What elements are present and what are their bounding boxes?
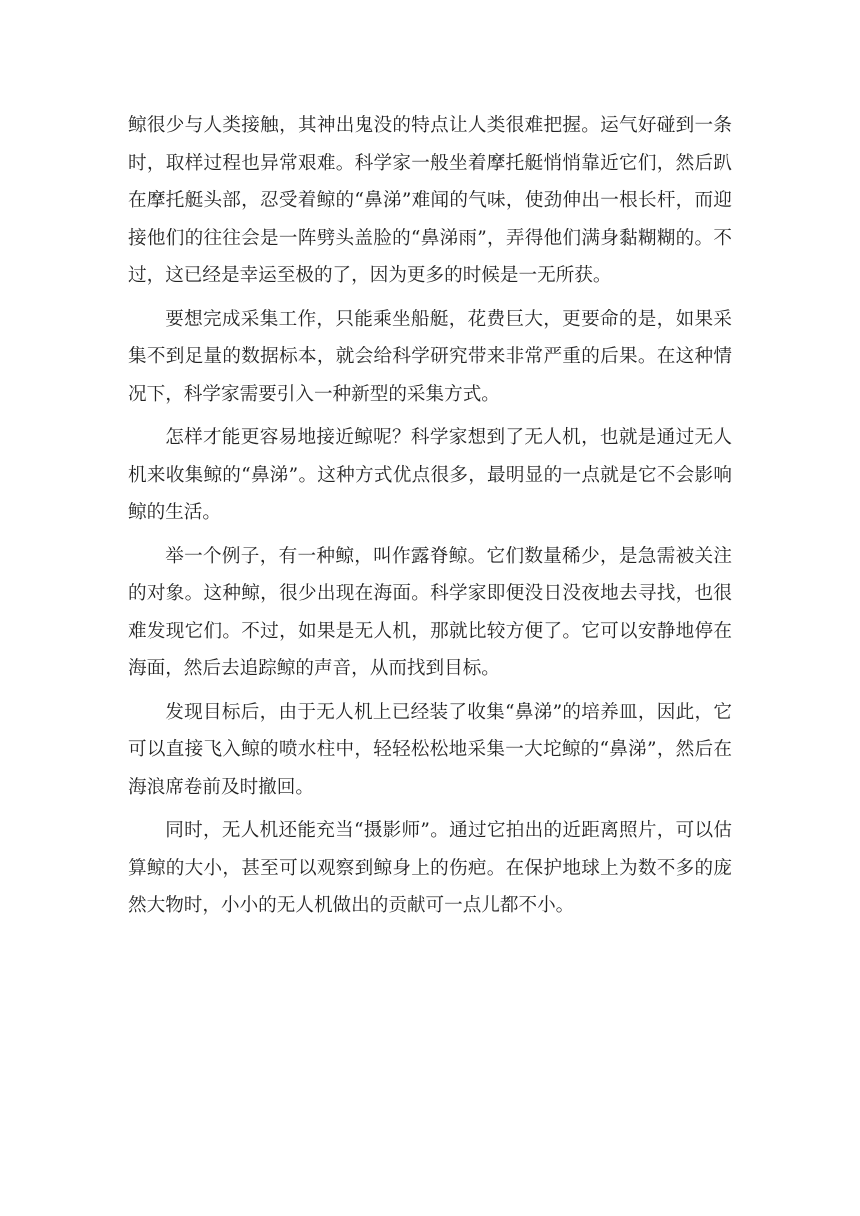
paragraph-1: 鲸很少与人类接触，其神出鬼没的特点让人类很难把握。运气好碰到一条时，取样过程也异常艰难。科学家一般坐着摩托艇悄悄靠近它们，然后趴在摩托艇头部，忍受着鲸的“鼻涕”难闻的气味，使劲伸出一根长杆，而迎接他们的往往会是一阵劈头盖脸的“鼻涕雨”，弄得他们满身黏糊糊的。不过，这已经是幸运至极的了，因为更多的时候是一无所获。 (128, 115, 732, 286)
article-body (128, 107, 732, 931)
paragraph-3: 怎样才能更容易地接近鲸呢？科学家想到了无人机，也就是通过无人机来收集鲸的“鼻涕”。这种方式优点很多，最明显的一点就是它不会影响鲸的生活。 (128, 427, 732, 523)
paragraph-5: 发现目标后，由于无人机上已经装了收集“鼻涕”的培养皿，因此，它可以直接飞入鲸的喷水柱中，轻轻松松地采集一大坨鲸的“鼻涕”，然后在海浪席卷前及时撤回。 (128, 701, 732, 798)
paragraph-6: 同时，无人机还能充当“摄影师”。通过它拍出的近距离照片，可以估算鲸的大小，甚至可以观察到鲸身上的伤疤。在保护地球上为数不多的庞然大物时，小小的无人机做出的贡献可一点儿都不小。 (128, 820, 732, 916)
paragraph-4: 举一个例子，有一种鲸，叫作露脊鲸。它们数量稀少，是急需被关注的对象。这种鲸，很少出现在海面。科学家即便没日没夜地去寻找，也很难发现它们。不过，如果是无人机，那就比较方便了。它可以安静地停在海面，然后去追踪鲸的声音，从而找到目标。 (128, 545, 732, 679)
paragraph-2: 要想完成采集工作，只能乘坐船艇，花费巨大，更要命的是，如果采集不到足量的数据标本，就会给科学研究带来非常严重的后果。在这种情况下，科学家需要引入一种新型的采集方式。 (128, 308, 732, 405)
